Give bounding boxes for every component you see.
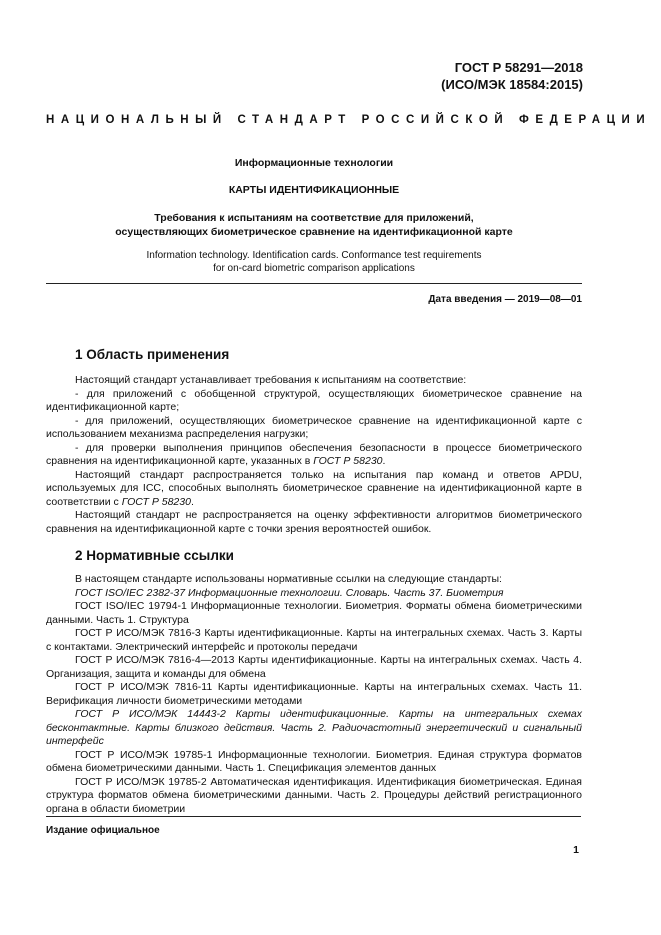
reference-entry: ГОСТ Р ИСО/МЭК 19785-1 Информационные технологии. Биометрия. Единая структура форматов обмена биометрическими данными. Часть 1. Спецификация элементов данных — [46, 748, 582, 774]
reference-entry: ГОСТ ISO/IEC 2382-37 Информационные технологии. Словарь. Часть 37. Биометрия — [75, 586, 504, 599]
title-main: КАРТЫ ИДЕНТИФИКАЦИОННЫЕ — [228, 184, 400, 196]
section-2-body — [46, 573, 582, 816]
paragraph — [46, 442, 582, 469]
reference-entry: ГОСТ Р ИСО/МЭК 7816-11 Карты идентификационные. Карты на интегральных схемах. Часть 11. Верификация личности биометрическими методами — [46, 681, 582, 707]
document-code-iso: (ИСО/МЭК 18584:2015) — [441, 77, 583, 92]
edition-label: Издание официальное — [46, 825, 160, 836]
national-standard-banner: НАЦИОНАЛЬНЫЙ СТАНДАРТ РОССИЙСКОЙ ФЕДЕРАЦИИ — [46, 114, 652, 126]
paragraph: Настоящий стандарт устанавливает требования к испытаниям на соответствие: — [75, 374, 467, 386]
document-code — [441, 59, 583, 93]
reference-entry: ГОСТ Р ИСО/МЭК 14443-2 Карты идентификационные. Карты на интегральных схемах бесконтактные. Карты близкого действия. Часть 2. Радиочастотный энергетический и сигнальный интерфейс — [46, 708, 582, 747]
page-number: 1 — [573, 844, 579, 856]
section-1-body — [46, 374, 582, 536]
document-code-primary: ГОСТ Р 58291—2018 — [454, 60, 583, 75]
section-1-heading: 1 Область применения — [75, 347, 230, 362]
reference-entry: ГОСТ Р ИСО/МЭК 19785-2 Автоматическая идентификация. Идентификация биометрическая. Единая структура форматов обмена биометрическими данными. Часть 2. Процедуры действий регистрационного органа в области биометрии — [46, 775, 582, 815]
subtitle-line-1: Требования к испытаниям на соответствие для приложений, — [154, 212, 474, 224]
standard-reference: ГОСТ Р 58230 — [313, 455, 383, 467]
introduction-date: Дата введения — 2019—08—01 — [428, 294, 582, 305]
title-field: Информационные технологии — [234, 157, 394, 169]
divider-bottom — [46, 816, 581, 817]
title-subtitle — [46, 211, 582, 239]
text-run: Настоящий стандарт распространяется только на испытания пар команд и ответов APDU, используемых для ICC, способных выполнять биометрическое сравнение на идентификационной карте в соответствии с — [46, 468, 582, 508]
english-line-1: Information technology. Identification cards. Conformance test requirements — [146, 250, 482, 261]
text-run: . — [190, 495, 194, 508]
paragraph: - для приложений, осуществляющих биометрическое сравнение на идентификационной карте с использованием механизма распределения нагрузки; — [46, 414, 582, 440]
reference-entry: ГОСТ ISO/IEC 19794-1 Информационные технологии. Биометрия. Форматы обмена биометрическими данными. Часть 1. Структура — [46, 600, 582, 626]
title-english — [46, 249, 582, 275]
paragraph: - для приложений с обобщенной структурой, осуществляющих биометрическое сравнение на идентификационной карте; — [46, 387, 582, 413]
divider-top — [46, 283, 582, 284]
section-2-heading: 2 Нормативные ссылки — [75, 548, 234, 563]
reference-entry: ГОСТ Р ИСО/МЭК 7816-3 Карты идентификационные. Карты на интегральных схемах. Часть 3. Карты с контактами. Электрический интерфейс и протоколы передачи — [46, 627, 582, 653]
paragraph — [46, 469, 582, 510]
standard-reference: ГОСТ Р 58230 — [121, 495, 191, 508]
subtitle-line-2: осуществляющих биометрическое сравнение на идентификационной карте — [115, 226, 513, 238]
paragraph: Настоящий стандарт не распространяется на оценку эффективности алгоритмов биометрического сравнения на идентификационной карте с точки зрения вероятностей ошибок. — [46, 509, 582, 535]
text-run: - для проверки выполнения принципов обеспечения безопасности в процессе биометрического сравнения на идентификационной карте, указанных в — [46, 441, 582, 467]
paragraph: В настоящем стандарте использованы нормативные ссылки на следующие стандарты: — [75, 573, 502, 585]
text-run: . — [382, 455, 386, 467]
english-line-2: for on-card biometric comparison applications — [213, 263, 415, 274]
reference-entry: ГОСТ Р ИСО/МЭК 7816-4—2013 Карты идентификационные. Карты на интегральных схемах. Часть 4. Организация, защита и команды для обмена — [46, 654, 582, 680]
